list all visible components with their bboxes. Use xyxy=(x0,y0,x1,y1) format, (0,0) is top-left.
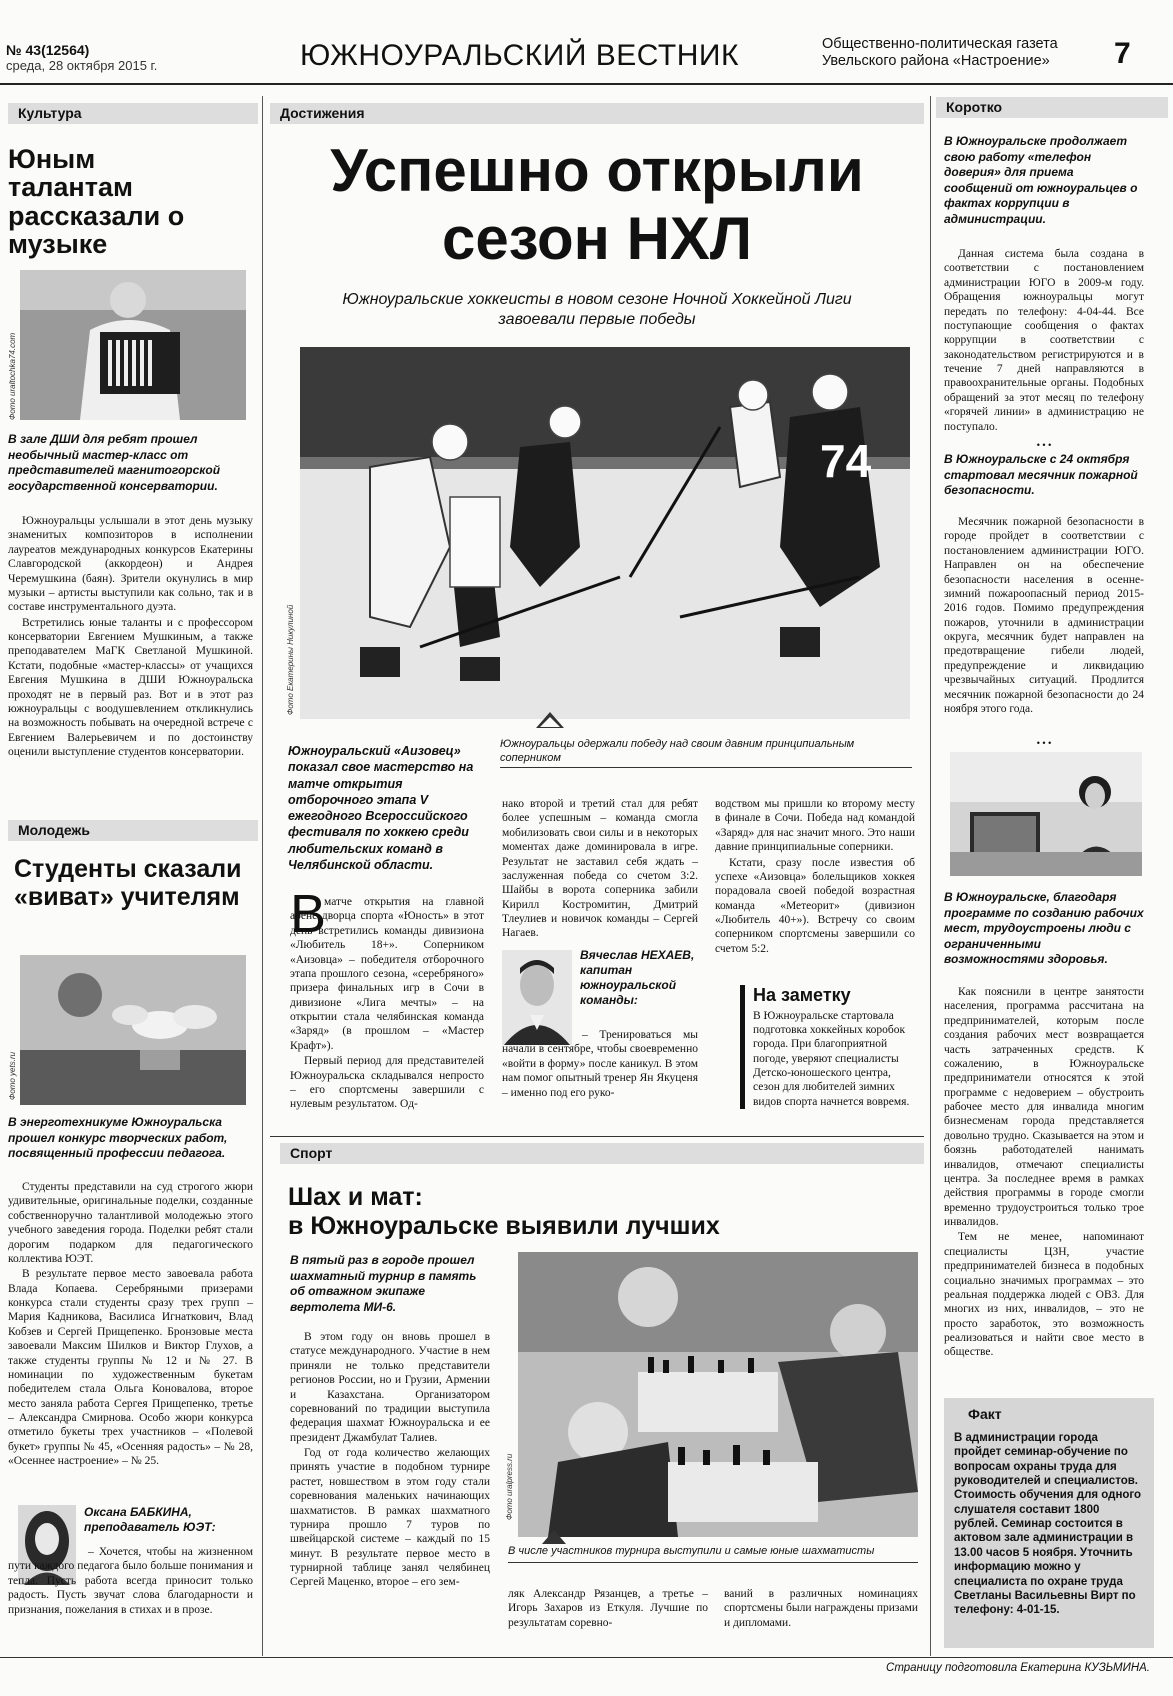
rubric-youth: Молодежь xyxy=(8,820,258,841)
brief-separator-2: • • • xyxy=(1036,738,1052,748)
header-rule xyxy=(0,83,1173,85)
culture-paragraph-1: Южноуральцы услышали в этот день музыку знаменитых композиторов в исполнении лауреатов международных конкурсов Екатерины Славгородской (аккордеон) и Андрея Черемушкина (баян). Зрители окунулись в мир музыки – артисты выступили как сольно, так и в составе инструментального дуэта. xyxy=(8,515,253,614)
hockey-col3-paragraph-2: Кстати, сразу после известия об успехе «Аизовца» болельщиков хоккея порадовала своей победой возрастная команда «Метеорит» (дивизион «Любитель 40+»). Встречу со своим соперником спортсмены завершили со счетом 5:2. xyxy=(715,856,915,955)
youth-lead: В энерготехникуме Южноуральска прошел конкурс творческих работ, посвященный профессии педагога. xyxy=(8,1115,228,1161)
brief-photo xyxy=(950,752,1142,876)
rubric-briefly: Коротко xyxy=(936,97,1168,118)
youth-photo-credit: Фото yets.ru xyxy=(8,1051,17,1100)
chess-caption-rule xyxy=(508,1562,918,1563)
culture-body xyxy=(8,514,253,760)
brief-3-paragraph-2: Тем не менее, напоминают специалисты ЦЗН, участие предпринимателей бизнеса в подобных социально значимых программах – это реальная поддержка людей с ОВЗ. Для многих из них, инвалидов, – это не просто заработок, это возможность реализоваться и найти свое место в обществе. xyxy=(944,1231,1144,1359)
brief-3-paragraph-1: Как пояснили в центре занятости населения, программа рассчитана на предпринимателей, которым после создания рабочих мест возвращается часть затраченных средств. К сожалению, в Южноуральске предприниматели относятся к этой программе с недоверием – обустроить рабочее место для инвалида многим бизнесменам города представляется довольно трудно. Сказывается на этом и боязнь работодателей нанимать инвалидов, отмечают специалисты центра. За последнее время в рамках действия программы в городе смогли временно трудоустроиться только трое инвалидов. xyxy=(944,986,1144,1228)
brief-2-text: Месячник пожарной безопасности в городе пройдет в соответствии с постановлением администрации ЮГО. Направлен он на обеспечение безопасности населения в осенне-зимний пожароопасный период 2015-2016 годов. Помимо предупреждения пожаров, уточнили в администрации округа, месячник будет направлен на предотвращение гибели людей, предупреждение и ликвидацию чрезвычайных ситуаций. Продлится месячник пожарной безопасности до 24 ноября этого года. xyxy=(944,516,1144,715)
youth-paragraph-1: Студенты представили на суд строгого жюри удивительные, оригинальные поделки, созданные собственноручно талантливой молодежью этого учебного заведения города. Поделки ребят стали дорогим подарком для педагогического коллектива ЮЭТ. xyxy=(8,1181,253,1265)
column-divider-left xyxy=(262,96,263,1656)
masthead-subtitle-2: Увельского района «Настроение» xyxy=(822,53,1050,69)
youth-author: Оксана БАБКИНА, преподаватель ЮЭТ: xyxy=(84,1505,216,1534)
column-divider-right xyxy=(930,96,931,1656)
chess-column-2: ляк Александр Рязанцев, а третье – Игорь Захаров из Еткуля. Лучшие по результатам соревно- xyxy=(508,1588,708,1629)
issue-date: среда, 28 октября 2015 г. xyxy=(6,58,158,73)
culture-photo-credit: Фото uraltochka74.com xyxy=(8,332,17,420)
hockey-column-1 xyxy=(290,895,484,1113)
youth-quote: – Хочется, чтобы на жизненном пути каждого педагога было больше понимания и тепла. Пусть работа всегда приносит только радость. Пусть звучат слова благодарности и признания, пожелания в стихах и в прозе. xyxy=(8,1546,253,1616)
issue-number: № 43(12564) xyxy=(6,42,90,58)
hockey-title-line-1: Успешно открыли xyxy=(330,137,864,204)
chess-photo-caption: В числе участников турнира выступили и самые юные шахматисты xyxy=(508,1545,875,1557)
page-number: 7 xyxy=(1114,37,1131,70)
culture-lead: В зале ДШИ для ребят прошел необычный мастер-класс от представителей магнитогорской государственной консерватории. xyxy=(8,432,221,493)
chess-photo xyxy=(518,1252,918,1537)
chess-paragraph-1: В этом году он вновь прошел в статусе международного. Участие в нем приняли не только представители регионов России, но и Грузии, Армении и Казахстана. Организатором соревнований по традиции выступила федерация шахмат Южноуральска и ее президент Джамбулат Талиев. xyxy=(290,1331,490,1444)
interview-quote: – Тренироваться мы начали в сентябре, чтобы своевременно «войти в форму» после каникул. В этом нам помог опытный тренер Ян Якуценя – именно под его руко- xyxy=(502,1029,698,1099)
brief-separator-1: • • • xyxy=(1036,440,1052,450)
hockey-photo xyxy=(300,347,910,719)
hockey-drop-cap: В xyxy=(290,884,327,944)
note-text: В Южноуральске стартовала подготовка хоккейных коробок города. При благоприятной погоде, уверяют специалисты Детско-юношеского центра, сезон для любителей зимних видов спорта начнется вовремя. xyxy=(753,1009,910,1108)
footer-prepared-by: Страницу подготовила Екатерина КУЗЬМИНА. xyxy=(886,1662,1150,1674)
fact-text: В администрации города пройдет семинар-обучение по вопросам охраны труда для руководителей и специалистов. Стоимость обучения для одного слушателя составит 1800 рублей. Семинар состоится в актовом зале администрации в 13.00 часов 5 ноября. Уточнить информацию можно у специалиста по охране труда Светланы Васильевны Вирт по телефону: 4-01-15. xyxy=(954,1431,1142,1617)
rubric-culture: Культура xyxy=(8,103,258,124)
hockey-column-3 xyxy=(715,797,915,957)
chess-title-line-2: в Южноуральске выявили лучших xyxy=(288,1212,720,1240)
hockey-col3-paragraph-1: водством мы пришли ко второму месту в финале в Сочи. Победа над командой «Заряд» для нас значит много. Это наши давние принципиальные соперники. xyxy=(715,798,915,854)
chess-title-line-1: Шах и мат: xyxy=(288,1183,423,1211)
youth-photo xyxy=(20,955,246,1105)
interview-author: Вячеслав НЕХАЕВ, капитан южноуральской команды: xyxy=(580,948,695,1007)
fact-box xyxy=(944,1398,1154,1648)
brief-1-text: Данная система была создана в соответствии с постановлением администрации ЮГО в 2009-м году. Обращения южноуральцы могут передать по телефону: 4-04-44. Все поступающие сообщения о фактах коррупции в соответствии с законодательством регистрируются и в течение 7 дней направляются в правоохранительные органы. Подобных обращений за этот месяц по телефону «горячей линии» в администрацию не поступало. xyxy=(944,248,1144,433)
hockey-col1-paragraph-1: матче открытия на главной арене дворца спорта «Юность» в этот день встретились команды дивизиона «Любитель 18+». Соперником «Аизовца» – победителя отборочного этапа прошлого сезона, «серебряного» призера финальных игр в Сочи в дивизионе «Лига мечты» – на открытии стала челябинская команда «Заряд» (в прошлом – «Мастер Крафт»). xyxy=(290,896,484,1052)
chess-column-3: ваний в различных номинациях спортсмены были награждены призами и дипломами. xyxy=(724,1588,918,1629)
center-section-rule xyxy=(270,1136,924,1137)
masthead-subtitle-1: Общественно-политическая газета xyxy=(822,36,1058,52)
masthead: ЮЖНОУРАЛЬСКИЙ ВЕСТНИК xyxy=(300,39,739,72)
note-title: На заметку xyxy=(753,985,851,1005)
brief-3-lead: В Южноуральске, благодаря программе по созданию рабочих мест, трудоустроены люди с ограниченными возможностями здоровья. xyxy=(944,890,1144,967)
svg-text:74: 74 xyxy=(820,435,872,487)
culture-photo xyxy=(20,270,246,420)
chess-photo-credit: Фото uralpress.ru xyxy=(505,1453,514,1520)
hockey-col2-paragraph-1: нако второй и третий стал для ребят более успешным – команда смогла мобилизовать свои силы и в некоторых моментах даже доминировала в игре. Результат не заставил себя ждать – заслуженная победа со счетом 3:2. Шайбы в ворота соперника забили Кирилл Костромитин, Дмитрий Тлеулиев и новичок команды – Сергей Нагаев. xyxy=(502,798,698,940)
hockey-caption-rule xyxy=(500,767,912,768)
youth-body xyxy=(8,1180,253,1470)
hockey-title-line-2: сезон НХЛ xyxy=(441,205,753,272)
youth-title: Студенты сказали «виват» учителям xyxy=(14,855,242,911)
hockey-photo-caption: Южноуральцы одержали победу над своим давним принципиальным соперником xyxy=(500,738,855,764)
fact-title: Факт xyxy=(968,1406,1002,1422)
youth-paragraph-2: В результате первое место завоевала работа Влада Копаева. Серебряными призерами конкурса стали студенты сразу трех групп – Мария Кадникова, Василиса Игнаткович, Влад Кобзев и Сергей Прищепенко. Бронзовые места завоевали Максим Шилков и Виктор Глухов, а также студенты группы № 12 и № 27. В номинации по художественным букетам победителем стала Ольга Коновалова, второе место заняла работа Сергея Прищепенко, третье – Александра Смирнова. Особо жюри конкурса отметило букеты трех участников – «Полевой букет» группы № 45, «Осенняя радость» – № 28, «Осеннее настроение» – № 25. xyxy=(8,1268,253,1468)
chess-lead: В пятый раз в городе прошел шахматный турнир в память об отважном экипаже вертолета МИ-6. xyxy=(290,1253,477,1314)
hockey-lead: Южноуральский «Аизовец» показал свое мастерство на матче открытия отборочного этапа V ежегодного Всероссийского фестиваля по хоккею среди любительских команд в Челябинской области. xyxy=(288,744,474,872)
hockey-subtitle: Южноуральские хоккеисты в новом сезоне Ночной Хоккейной Лиги завоевали первые победы xyxy=(342,291,852,328)
chess-caption-triangle xyxy=(542,1530,566,1544)
brief-3-text xyxy=(944,985,1144,1361)
hockey-column-2 xyxy=(502,797,698,942)
rubric-achievements: Достижения xyxy=(270,103,924,124)
footer-rule xyxy=(0,1657,1173,1658)
brief-2-lead: В Южноуральске с 24 октября стартовал месячник пожарной безопасности. xyxy=(944,452,1138,498)
chess-paragraph-2: Год от года количество желающих принять участие в подобном турнире растет, новшеством в этом году стали соревнования маленьких начинающих шахматистов. В рамках шахматного турнира прошло 7 туров по швейцарской системе – каждый по 15 минут. В результате первое место в турнирной таблице занял челябинец Сергей Маценко, второе – его зем- xyxy=(290,1447,490,1589)
note-box xyxy=(740,985,920,1109)
hockey-col1-paragraph-2: Первый период для представителей Южноуральска складывался непросто – его спортсмены завершили с нулевым результатом. Од- xyxy=(290,1055,484,1111)
culture-paragraph-2: Встретились юные таланты и с профессором консерватории Евгением Мушкиным, а также преподавателем МаГК Светланой Мушкиной. Кстати, подобные «мастер-классы» от учащихся Евгения Мушкина в ДШИ Южноуральска проходят не в первый раз. Вот и в этот раз южноуральцы с воодушевлением откликнулись на возможность побывать на очередной встрече с Евгением Валерьевичем и по достоинству оценили выступление студентов консерватории. xyxy=(8,616,253,758)
rubric-sport: Спорт xyxy=(280,1143,924,1164)
culture-title: Юным талантам рассказали о музыке xyxy=(8,144,185,260)
hockey-photo-credit: Фото Екатерины Никулиной xyxy=(286,604,295,715)
brief-1-lead: В Южноуральске продолжает свою работу «телефон доверия» для приема сообщений от южноуральцев о фактах коррупции в администрации. xyxy=(944,134,1138,226)
chess-body xyxy=(290,1330,490,1591)
